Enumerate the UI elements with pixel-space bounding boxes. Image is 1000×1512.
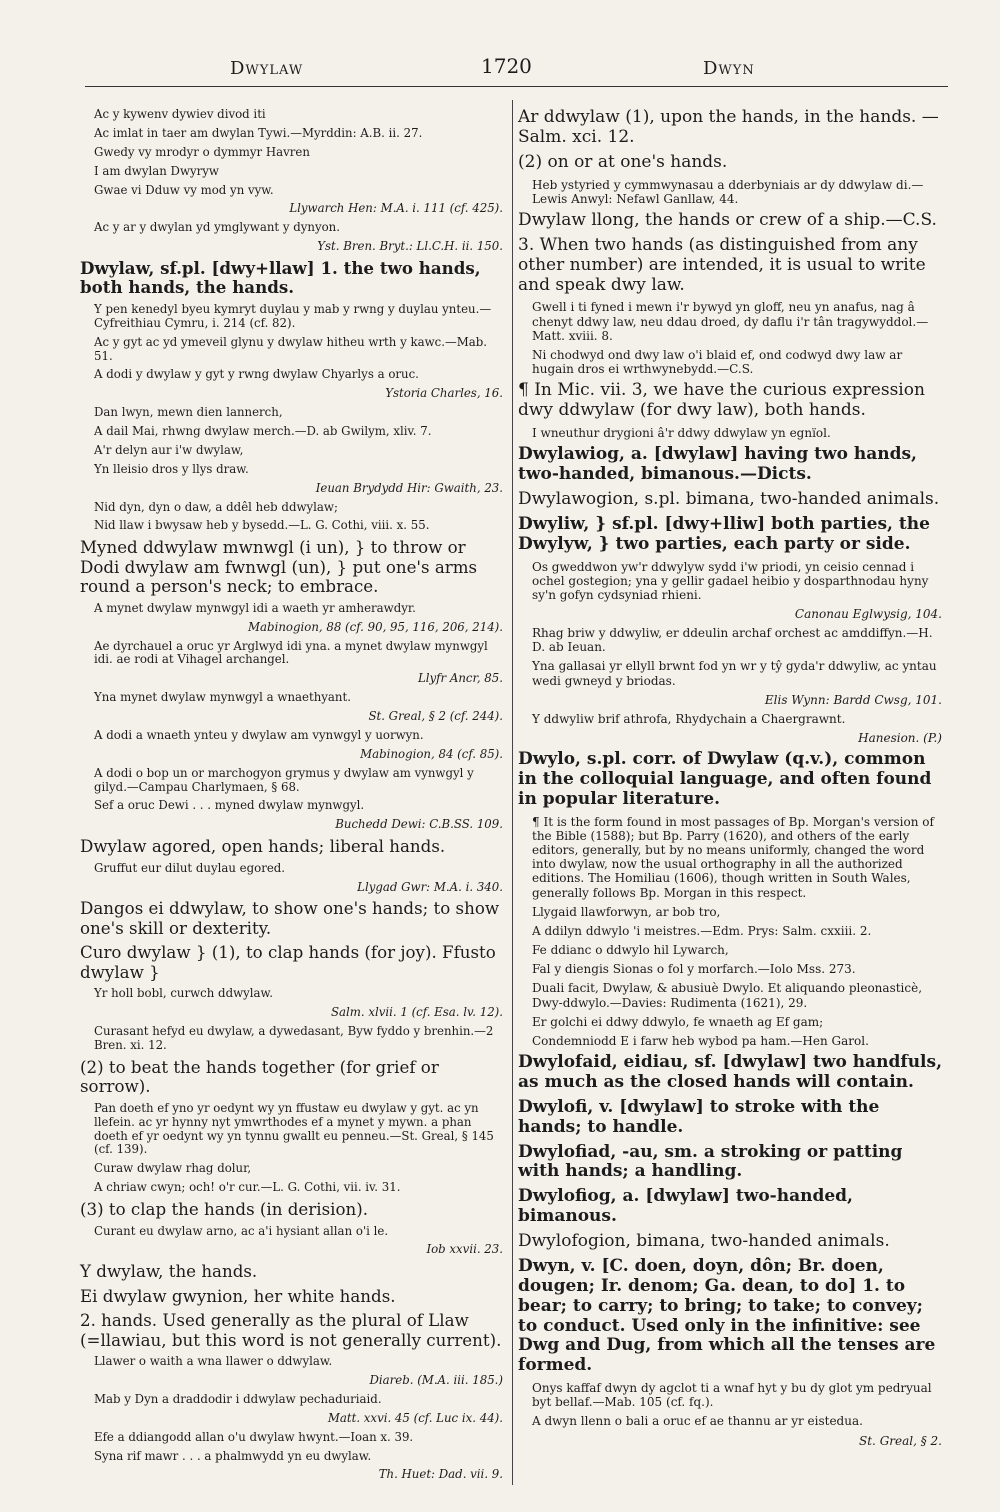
- quotation-line: Onys kaffaf dwyn dy agclot ti a wnaf hyt y bu dy glot ym pedryual byt bellaf.—Mab. 105 (cf. fq.).: [532, 1381, 932, 1410]
- citation-source: Llywarch Hen: M.A. i. 111 (cf. 425).: [289, 201, 503, 216]
- citation-source: St. Greal, § 2 (cf. 244).: [368, 709, 503, 724]
- definition-line: Dwylaw llong, the hands or crew of a ship.—C.S.: [518, 209, 937, 230]
- quotation-line: Yn lleisio dros y llys draw.: [94, 461, 249, 476]
- dictionary-headword-entry: Dwylofi, v. [dwylaw] to stroke with the hands; to handle.: [518, 1096, 880, 1137]
- citation-source: Iob xxvii. 23.: [426, 1242, 503, 1257]
- citation-source: St. Greal, § 2.: [859, 1433, 942, 1448]
- left-column: [80, 108, 503, 1487]
- quotation-line: Duali facit, Dwylaw, & abusiuè Dwylo. Et aliquando pleonasticè, Dwy-ddwylo.—Davies: Rudimenta (1621), 29.: [532, 981, 923, 1010]
- definition-line: 3. When two hands (as distinguished from any other number) are intended, it is usual to write and speak dwy law.: [518, 234, 926, 295]
- page-number: 1720: [481, 54, 532, 78]
- definition-line: Dwylofogion, bimana, two-handed animals.: [518, 1231, 890, 1252]
- quotation-line: Ac y gyt ac yd ymeveil glynu y dwylaw hitheu wrth y kawc.—Mab. 51.: [94, 334, 487, 363]
- quotation-line: Fe ddianc o ddwylo hil Lywarch,: [532, 943, 729, 958]
- quotation-line: Mab y Dyn a draddodir i ddwylaw pechaduriaid.: [94, 1391, 382, 1406]
- quotation-line: Sef a oruc Dewi . . . myned dwylaw mynwgyl.: [94, 798, 365, 813]
- header-rule: [85, 86, 948, 87]
- dictionary-headword-entry: Dwyliw, } sf.pl. [dwy+lliw] both parties, the Dwylyw, } two parties, each party or side.: [518, 513, 930, 554]
- quotation-line: Curasant hefyd eu dwylaw, a dywedasant, Byw fyddo y brenhin.—2 Bren. xi. 12.: [94, 1024, 494, 1052]
- quotation-line: Ac imlat in taer am dwylan Tywi.—Myrddin: A.B. ii. 27.: [94, 125, 423, 140]
- dictionary-headword-entry: Dwylawiog, a. [dwylaw] having two hands, two-handed, bimanous.—Dicts.: [518, 444, 917, 484]
- quotation-line: Er golchi ei ddwy ddwylo, fe wnaeth ag Ef gam;: [532, 1014, 824, 1029]
- quotation-line: Efe a ddiangodd allan o'u dwylaw hwynt.—Ioan x. 39.: [94, 1429, 414, 1444]
- citation-source: Matt. xxvi. 45 (cf. Luc ix. 44).: [327, 1410, 503, 1425]
- quotation-line: A mynet dwylaw mynwgyl idi a waeth yr amherawdyr.: [94, 600, 416, 615]
- citation-source: Llygad Gwr: M.A. i. 340.: [357, 879, 503, 894]
- quotation-line: I am dwylan Dwyryw: [94, 163, 219, 178]
- quotation-line: Fal y diengis Sionas o fol y morfarch.—Iolo Mss. 273.: [532, 962, 856, 977]
- header-left-guideword: Dwylaw: [230, 58, 304, 79]
- dictionary-headword-entry: Dwylofiog, a. [dwylaw] two-handed, bimanous.: [518, 1186, 853, 1227]
- citation-source: Hanesion. (P.): [858, 731, 942, 746]
- quotation-line: Ac y ar y dwylan yd ymglywant y dynyon.: [94, 220, 340, 235]
- quotation-line: Yr holl bobl, curwch ddwylaw.: [94, 986, 273, 1001]
- quotation-line: Gruffut eur dilut duylau egored.: [94, 860, 286, 875]
- quotation-line: Nid llaw i bwysaw heb y bysedd.—L. G. Cothi, viii. x. 55.: [94, 518, 430, 533]
- definition-line: Ei dwylaw gwynion, her white hands.: [80, 1286, 396, 1306]
- quotation-line: A ddilyn ddwylo 'i meistres.—Edm. Prys: Salm. cxxiii. 2.: [532, 923, 872, 938]
- definition-line: Y dwylaw, the hands.: [80, 1262, 258, 1282]
- quotation-line: Ac y kywenv dywiev divod iti: [94, 107, 266, 121]
- quotation-line: Dan lwyn, mewn dien lannerch,: [94, 405, 283, 420]
- quotation-line: Gwell i ti fyned i mewn i'r bywyd yn gloff, neu yn anafus, nag â chenyt ddwy law, neu ddau droed, dy daflu i'r tân tragywyddol.—Matt. xviii. 8.: [532, 300, 929, 343]
- column-divider: [512, 100, 513, 1485]
- citation-source: Canonau Eglwysig, 104.: [794, 606, 942, 621]
- definition-line: ¶ In Mic. vii. 3, we have the curious expression dwy ddwylaw (for dwy law), both hands.: [518, 380, 925, 421]
- citation-source: Th. Huet: Dad. vii. 9.: [378, 1467, 503, 1482]
- citation-source: Mabinogion, 88 (cf. 90, 95, 116, 206, 214).: [248, 619, 503, 634]
- quotation-line: A dodi a wnaeth ynteu y dwylaw am vynwgyl y uorwyn.: [94, 727, 424, 742]
- citation-source: Diareb. (M.A. iii. 185.): [369, 1373, 503, 1388]
- definition-line: (2) on or at one's hands.: [518, 151, 728, 172]
- definition-line: Dwylawogion, s.pl. bimana, two-handed animals.: [518, 488, 940, 509]
- dictionary-headword-entry: Dwylofaid, eidiau, sf. [dwylaw] two handfuls, as much as the closed hands will contain.: [518, 1052, 943, 1092]
- right-column: [518, 108, 942, 1453]
- quotation-line: Y ddwyliw brif athrofa, Rhydychain a Chaergrawnt.: [532, 711, 846, 726]
- quotation-line: Nid dyn, dyn o daw, a ddêl heb ddwylaw;: [94, 499, 338, 514]
- quotation-line: Ae dyrchauel a oruc yr Arglwyd idi yna. a mynet dwylaw mynwgyl idi. ae rodi at Vihagel archangel.: [94, 638, 488, 667]
- citation-source: Llyfr Ancr, 85.: [417, 671, 503, 686]
- citation-source: Ystoria Charles, 16.: [385, 386, 503, 401]
- quotation-line: Llygaid llawforwyn, ar bob tro,: [532, 904, 721, 919]
- quotation-line: Y pen kenedyl byeu kymryt duylau y mab y rwng y duylau ynteu.—Cyfreithiau Cymru, i. 214 (cf. 82).: [94, 301, 492, 330]
- quotation-line: A dodi o bop un or marchogyon grymus y dwylaw am vynwgyl y gilyd.—Campau Charlymaen, § 68.: [94, 765, 474, 794]
- definition-line: (3) to clap the hands (in derision).: [80, 1200, 368, 1220]
- citation-source: Yst. Bren. Bryt.: Ll.C.H. ii. 150.: [317, 239, 503, 254]
- citation-source: Ieuan Brydydd Hir: Gwaith, 23.: [315, 480, 503, 495]
- quotation-line: Ni chodwyd ond dwy law o'i blaid ef, ond codwyd dwy law ar hugain dros ei wrthwynebydd.—C.S.: [532, 347, 903, 377]
- quotation-line: Curaw dwylaw rhag dolur,: [94, 1161, 252, 1176]
- quotation-line: Yna gallasai yr ellyll brwnt fod yn wr y tŷ gyda'r ddwyliw, ac yntau wedi gwneyd y briodas.: [532, 659, 937, 688]
- quotation-line: Llawer o waith a wna llawer o ddwylaw.: [94, 1354, 333, 1369]
- quotation-line: Syna rif mawr . . . a phalmwydd yn eu dwylaw.: [94, 1448, 372, 1463]
- quotation-line: Gwedy vy mrodyr o dymmyr Havren: [94, 144, 310, 159]
- dictionary-headword-entry: Dwyn, v. [C. doen, doyn, dôn; Br. doen, dougen; Ir. denom; Ga. dean, to do] 1. to bear; to carry; to bring; to take; to convey; to conduct. Used only in the infinitive: see Dwg and Dug, from which all the tenses are formed.: [518, 1255, 936, 1376]
- definition-line: (2) to beat the hands together (for grief or sorrow).: [80, 1057, 439, 1097]
- citation-source: Elis Wynn: Bardd Cwsg, 101.: [764, 692, 942, 707]
- quotation-line: Heb ystyried y cymmwynasau a dderbyniais ar dy ddwylaw di.—Lewis Anwyl: Nefawl Ganllaw, 44.: [532, 177, 924, 206]
- definition-line: Ar ddwylaw (1), upon the hands, in the hands. —Salm. xci. 12.: [518, 107, 939, 147]
- citation-source: Salm. xlvii. 1 (cf. Esa. lv. 12).: [330, 1005, 503, 1020]
- quotation-line: A dail Mai, rhwng dwylaw merch.—D. ab Gwilym, xliv. 7.: [94, 424, 432, 439]
- quotation-line: Pan doeth ef yno yr oedynt wy yn ffustaw eu dwylaw y gyt. ac yn llefein. ac yr hynny nyt ymwrthodes ef a mynet y mywn. a phan doeth ef yr oedynt wy yn tynnu gwallt eu penneu.—St. Greal, § 145 (cf. 139).: [94, 1100, 494, 1157]
- definition-line: Myned ddwylaw mwnwgl (i un), } to throw or Dodi dwylaw am fwnwgl (un), } put one's arms round a person's neck; to embrace.: [80, 538, 478, 597]
- quotation-line: Gwae vi Dduw vy mod yn vyw.: [94, 182, 274, 197]
- quotation-line: ¶ It is the form found in most passages of Bp. Morgan's version of the Bible (1588); but Bp. Parry (1620), and others of the early editors, generally, but by no means uniformly, changed the word into dwylaw, now the usual orthography in all the authorized editions. The Homiliau (1606), though written in South Wales, generally follows Bp. Morgan in this respect.: [532, 814, 934, 900]
- quotation-line: Curant eu dwylaw arno, ac a'i hysiant allan o'i le.: [94, 1223, 389, 1238]
- dictionary-headword-entry: Dwylaw, sf.pl. [dwy+llaw] 1. the two hands, both hands, the hands.: [80, 258, 481, 298]
- quotation-line: Os gweddwon yw'r ddwylyw sydd i'w priodi, yn ceisio cennad i ochel gostegion; yna y gellir gadael heibio y dosparthnodau hyny sy'n gofyn cydsyniad rhieni.: [532, 559, 929, 602]
- dictionary-headword-entry: Dwylo, s.pl. corr. of Dwylaw (q.v.), common in the colloquial language, and often found in popular literature.: [518, 749, 932, 809]
- dictionary-headword-entry: Dwylofiad, -au, sm. a stroking or patting with hands; a handling.: [518, 1141, 903, 1182]
- quotation-line: A dodi y dwylaw y gyt y rwng dwylaw Chyarlys a oruc.: [94, 367, 419, 382]
- quotation-line: A'r delyn aur i'w dwylaw,: [94, 442, 244, 457]
- citation-source: Mabinogion, 84 (cf. 85).: [360, 746, 503, 761]
- quotation-line: A chriaw cwyn; och! o'r cur.—L. G. Cothi, vii. iv. 31.: [94, 1180, 401, 1195]
- definition-line: 2. hands. Used generally as the plural of Llaw (=llawiau, but this word is not generally current).: [80, 1311, 502, 1350]
- quotation-line: Rhag briw y ddwyliw, er ddeulin archaf orchest ac amddiffyn.—H. D. ab Ieuan.: [532, 626, 933, 655]
- definition-line: Curo dwylaw } (1), to clap hands (for joy). Ffusto dwylaw }: [80, 943, 496, 982]
- definition-line: Dangos ei ddwylaw, to show one's hands; to show one's skill or dexterity.: [80, 899, 500, 938]
- definition-line: Dwylaw agored, open hands; liberal hands.: [80, 837, 446, 857]
- quotation-line: I wneuthur drygioni â'r ddwy ddwylaw yn egnïol.: [532, 425, 831, 440]
- header-right-guideword: Dwyn: [703, 58, 755, 79]
- citation-source: Buchedd Dewi: C.B.SS. 109.: [335, 817, 503, 832]
- quotation-line: A dwyn llenn o bali a oruc ef ae thannu ar yr eistedua.: [532, 1414, 863, 1429]
- quotation-line: Condemniodd E i farw heb wybod pa ham.—Hen Garol.: [532, 1033, 869, 1048]
- running-header: [205, 52, 930, 82]
- quotation-line: Yna mynet dwylaw mynwgyl a wnaethyant.: [94, 690, 351, 705]
